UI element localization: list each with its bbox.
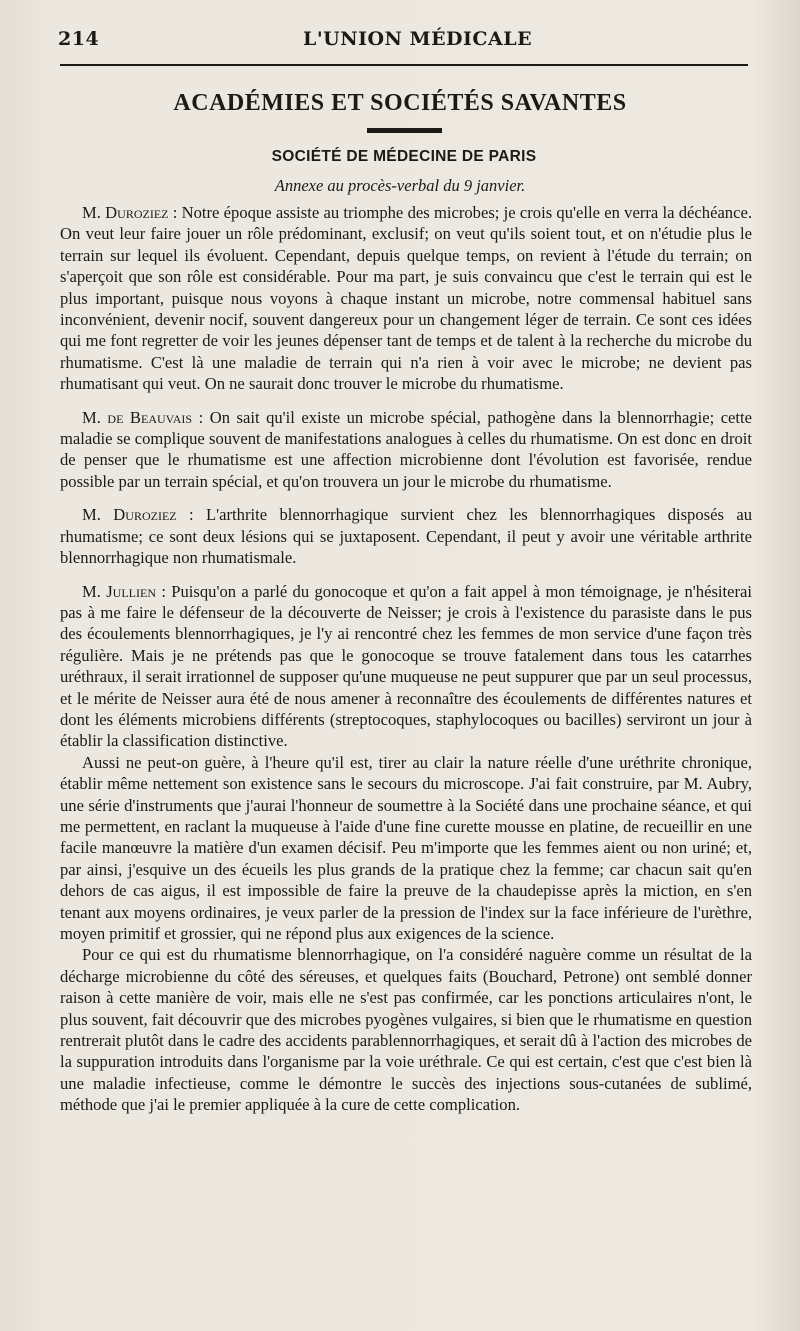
speaker-name: M. de Beauvais :: [82, 407, 204, 427]
paragraph: [60, 202, 752, 395]
running-head: [58, 28, 748, 50]
paragraph-text: Pour ce qui est du rhumatisme blennorrhagique, on l'a considéré naguère comme un résultat de la décharge microbienne du côté des séreuses, et quelques faits (Bouchard, Petrone) ont semblé donner raison à cette manière de voir, mais elle ne s'est pas confirmée, car les ponctions articulaires n'ont, le plus souvent, fait découvrir que des microbes pyogènes vulgaires, si bien que le rhumatisme en question rentrerait plutôt dans le cadre des accidents parablennorrhagiques, et serait dû à l'action des microbes de la suppuration introduits dans l'organisme par la voie uréthrale. Ce qui est certain, c'est que c'est bien là une maladie infectieuse, comme le démontre le succès des injections sous-cutanées de sublimé, méthode que j'ai le premier appliquée à la cure de cette complication.: [60, 945, 752, 1115]
article-body: [60, 202, 752, 1116]
page-number: 214: [58, 28, 100, 50]
paragraph: [60, 581, 752, 752]
paragraph: [60, 752, 752, 945]
speaker-name: M. Duroziez :: [82, 505, 194, 525]
speaker-name: M. Jullien :: [82, 581, 166, 601]
speaker-name: M. Duroziez :: [82, 203, 178, 222]
paragraph-text: Puisqu'on a parlé du gonocoque et qu'on a fait appel à mon témoignage, je n'hésiterai pas à me faire le défenseur de la découverte de Neisser; je crois à l'existence du parasiste dans le pus des écoulements blennorrhagiques, je l'y ai rencontré chez les femmes de mon service d'une façon très régulière. Mais je ne prétends pas que le gonocoque se trouve fatalement dans tous les catarrhes uréthraux, il serait irrationnel de supposer qu'une muqueuse ne peut suppurer que par un seul processus, et le mérite de Neisser aura été de nous amener à reconnaître des écoulements de différentes natures et dont les éléments microbiens différents (streptocoques, staphylocoques ou bacilles) serviront un jour à établir la classification distinctive.: [60, 581, 752, 751]
paragraph-text: On sait qu'il existe un microbe spécial, pathogène dans la blennorrhagie; cette maladie se complique souvent de manifestations analogues à celles du rhumatisme. On est donc en droit de penser que le rhumatisme est une affection microbienne dont l'évolution est favorisée, rendue possible par un terrain spécial, et qu'on trouvera un jour le microbe du rhumatisme.: [60, 407, 753, 491]
annexe-subtitle: Annexe au procès-verbal du 9 janvier.: [274, 176, 526, 195]
header-rule: [60, 64, 748, 66]
paragraph-text: L'arthrite blennorrhagique survient chez les blennorrhagiques disposés au rhumatisme; ce sont deux lésions qui se juxtaposent. Cependant, il peut y avoir une véritable arthrite blennorrhagique non rhumatismale.: [60, 505, 752, 568]
journal-title: L'UNION MÉDICALE: [303, 28, 533, 50]
paragraph: [60, 504, 752, 568]
paragraph-text: Notre époque assiste au triomphe des microbes; je crois qu'elle en verra la déchéance. On veut leur faire jouer un rôle prédominant, exclusif; on veut qu'ils soient tout, et on n'étudie plus le terrain sur lequel ils évoluent. Cependant, depuis quelque temps, on revient à l'étude du terrain; on s'aperçoit que son rôle est considérable. Pour ma part, je suis convaincu que c'est le terrain qui est le plus important, puisque nous voyons à chaque instant un microbe, notre commensal habituel sans inconvénient, devenir nocif, souvent dangereux pour un changement léger de terrain. Ce sont ces idées qui me font regretter de voir les jeunes dépenser tant de temps et de talent à la recherche du microbe du rhumatisme. C'est là une maladie de terrain qui n'a rien à voir avec le microbe; ne devient pas rhumatisant qui veut. On ne saurait donc trouver le microbe du rhumatisme.: [60, 203, 752, 394]
society-heading: SOCIÉTÉ DE MÉDECINE DE PARIS: [271, 148, 537, 165]
section-divider: [367, 128, 442, 133]
section-title: ACADÉMIES ET SOCIÉTÉS SAVANTES: [173, 90, 627, 116]
paragraph: [60, 407, 752, 493]
paragraph-text: Aussi ne peut-on guère, à l'heure qu'il est, tirer au clair la nature réelle d'une uréthrite chronique, établir même nettement son existence sans le secours du microscope. J'ai fait construire, par M. Aubry, une série d'instruments que j'aurai l'honneur de soumettre à la Société dans une prochaine séance, et qui me permettent, en raclant la muqueuse à l'aide d'une fine curette mousse en platine, de recueillir en une facile manœuvre la matière d'un examen décisif. Peu m'importe que les femmes aient ou non uriné; et, par ainsi, j'esquive un des écueils les plus grands de la pratique chez la femme; car chacun sait qu'en dehors de cas aigus, il est impossible de faire la preuve de la chaudepisse après la miction, en s'en tenant aux moyens ordinaires, je veux parler de la pression de l'index sur la face inférieure de l'urèthre, moyen primitif et grossier, qui ne répond plus aux exigences de la science.: [60, 752, 752, 943]
paragraph: [60, 944, 752, 1115]
